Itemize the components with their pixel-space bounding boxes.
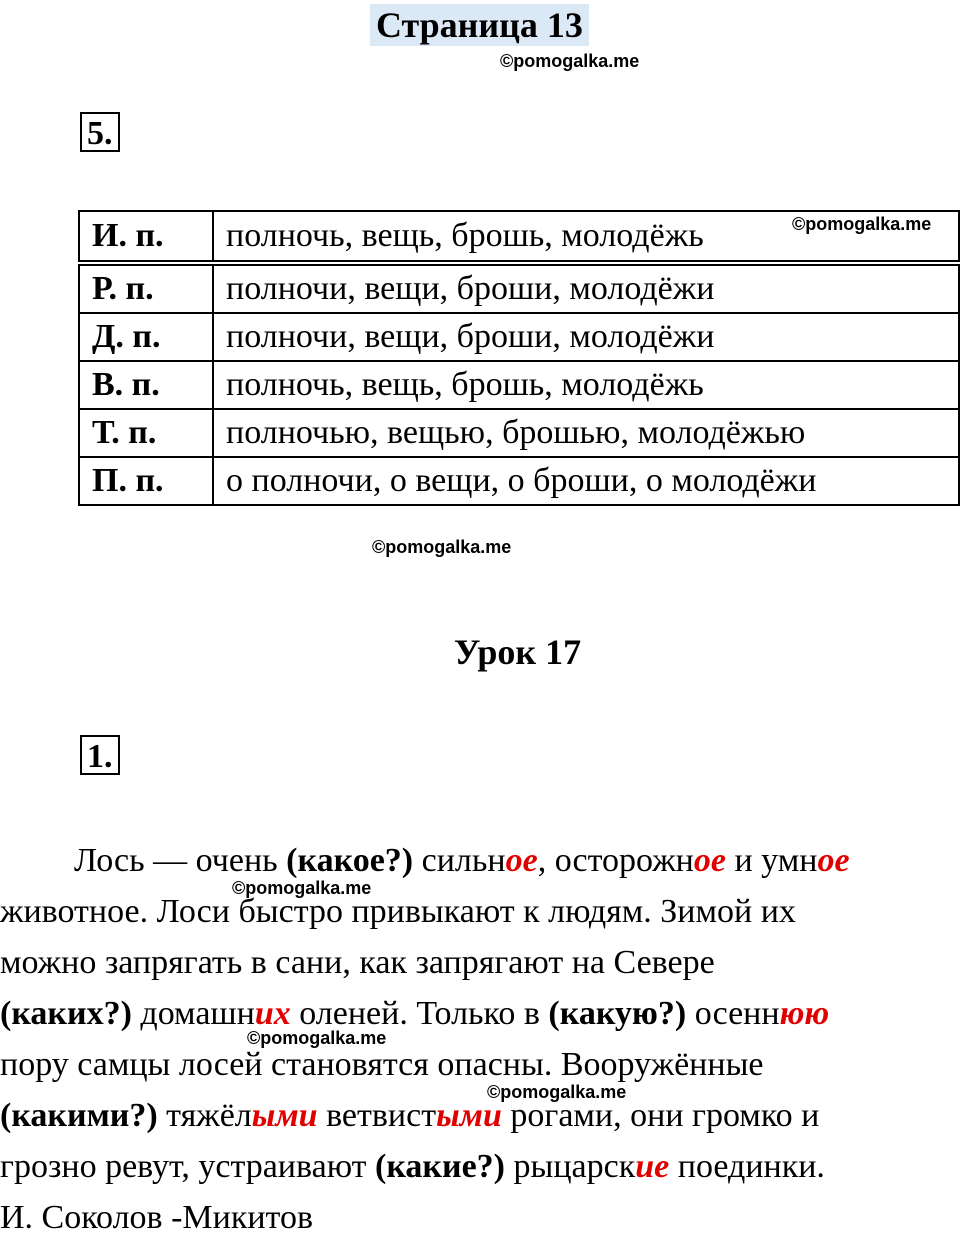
task-number-1: 1. xyxy=(80,735,120,775)
text-fragment: Лось — очень xyxy=(74,842,287,879)
case-words: полночь, вещь, брошь, молодёжь xyxy=(213,211,959,261)
ending: ое xyxy=(693,842,726,879)
case-words: полночи, вещи, броши, молодёжи xyxy=(213,313,959,361)
case-label: В. п. xyxy=(79,361,213,409)
watermark: ©pomogalka.me xyxy=(247,1028,387,1048)
text-fragment: домашн xyxy=(131,995,255,1032)
text-fragment: и умн xyxy=(725,842,818,879)
text-fragment: поединки. xyxy=(669,1148,825,1185)
ending: ыми xyxy=(251,1097,318,1134)
ending: юю xyxy=(779,995,830,1032)
task-number-5: 5. xyxy=(80,112,120,152)
table-row xyxy=(79,265,959,313)
text-line: пору самцы лосей становятся опасны. Вооружённые xyxy=(0,1046,764,1083)
text-fragment: сильн xyxy=(413,842,506,879)
watermark: ©pomogalka.me xyxy=(232,878,372,898)
case-words: полночи, вещи, броши, молодёжи xyxy=(213,265,959,313)
watermark: ©pomogalka.me xyxy=(487,1082,627,1102)
text-fragment: , осторожн xyxy=(537,842,694,879)
author: И. Соколов -Микитов xyxy=(0,1199,314,1236)
text-fragment: грозно ревут, устраивают xyxy=(0,1148,376,1185)
text-fragment: ветвист xyxy=(317,1097,437,1134)
ending: ыми xyxy=(436,1097,502,1134)
question: (каких?) xyxy=(0,995,132,1032)
text-line: можно запрягать в сани, как запрягают на Севере xyxy=(0,944,715,981)
case-label: Д. п. xyxy=(79,313,213,361)
question: (какое?) xyxy=(286,842,414,879)
question: (какую?) xyxy=(548,995,687,1032)
ending: их xyxy=(254,995,291,1032)
watermark: ©pomogalka.me xyxy=(372,537,512,557)
exercise-text xyxy=(0,835,960,1243)
table-row xyxy=(79,313,959,361)
lesson-title: Урок 17 xyxy=(453,632,582,672)
text-fragment: осенн xyxy=(686,995,780,1032)
text-line: животное. Лоси быстро привыкают к людям. Зимой их xyxy=(0,893,796,930)
text-line xyxy=(0,1090,960,1141)
question: (какие?) xyxy=(375,1148,506,1185)
text-fragment: рыцарск xyxy=(505,1148,636,1185)
case-label: П. п. xyxy=(79,457,213,505)
watermark: ©pomogalka.me xyxy=(792,214,932,234)
ending: ие xyxy=(635,1148,670,1185)
ending: ое xyxy=(505,842,538,879)
declension-table xyxy=(78,210,960,506)
case-words: полночью, вещью, брошью, молодёжью xyxy=(213,409,959,457)
text-fragment: рогами, они громко и xyxy=(501,1097,820,1134)
text-line xyxy=(0,835,960,886)
case-label: Р. п. xyxy=(79,265,213,313)
table-row xyxy=(79,457,959,505)
case-label: Т. п. xyxy=(79,409,213,457)
text-line xyxy=(0,988,960,1039)
case-label: И. п. xyxy=(79,211,213,261)
case-words: о полночи, о вещи, о броши, о молодёжи xyxy=(213,457,959,505)
case-words: полночь, вещь, брошь, молодёжь xyxy=(213,361,959,409)
question: (какими?) xyxy=(0,1097,158,1134)
ending: ое xyxy=(817,842,850,879)
text-line xyxy=(0,1141,960,1192)
page-title: Страница 13 xyxy=(370,4,589,46)
text-fragment: оленей. Только в xyxy=(290,995,549,1032)
text-fragment: тяжёл xyxy=(157,1097,252,1134)
table-row xyxy=(79,409,959,457)
table-row xyxy=(79,361,959,409)
watermark: ©pomogalka.me xyxy=(500,51,640,71)
